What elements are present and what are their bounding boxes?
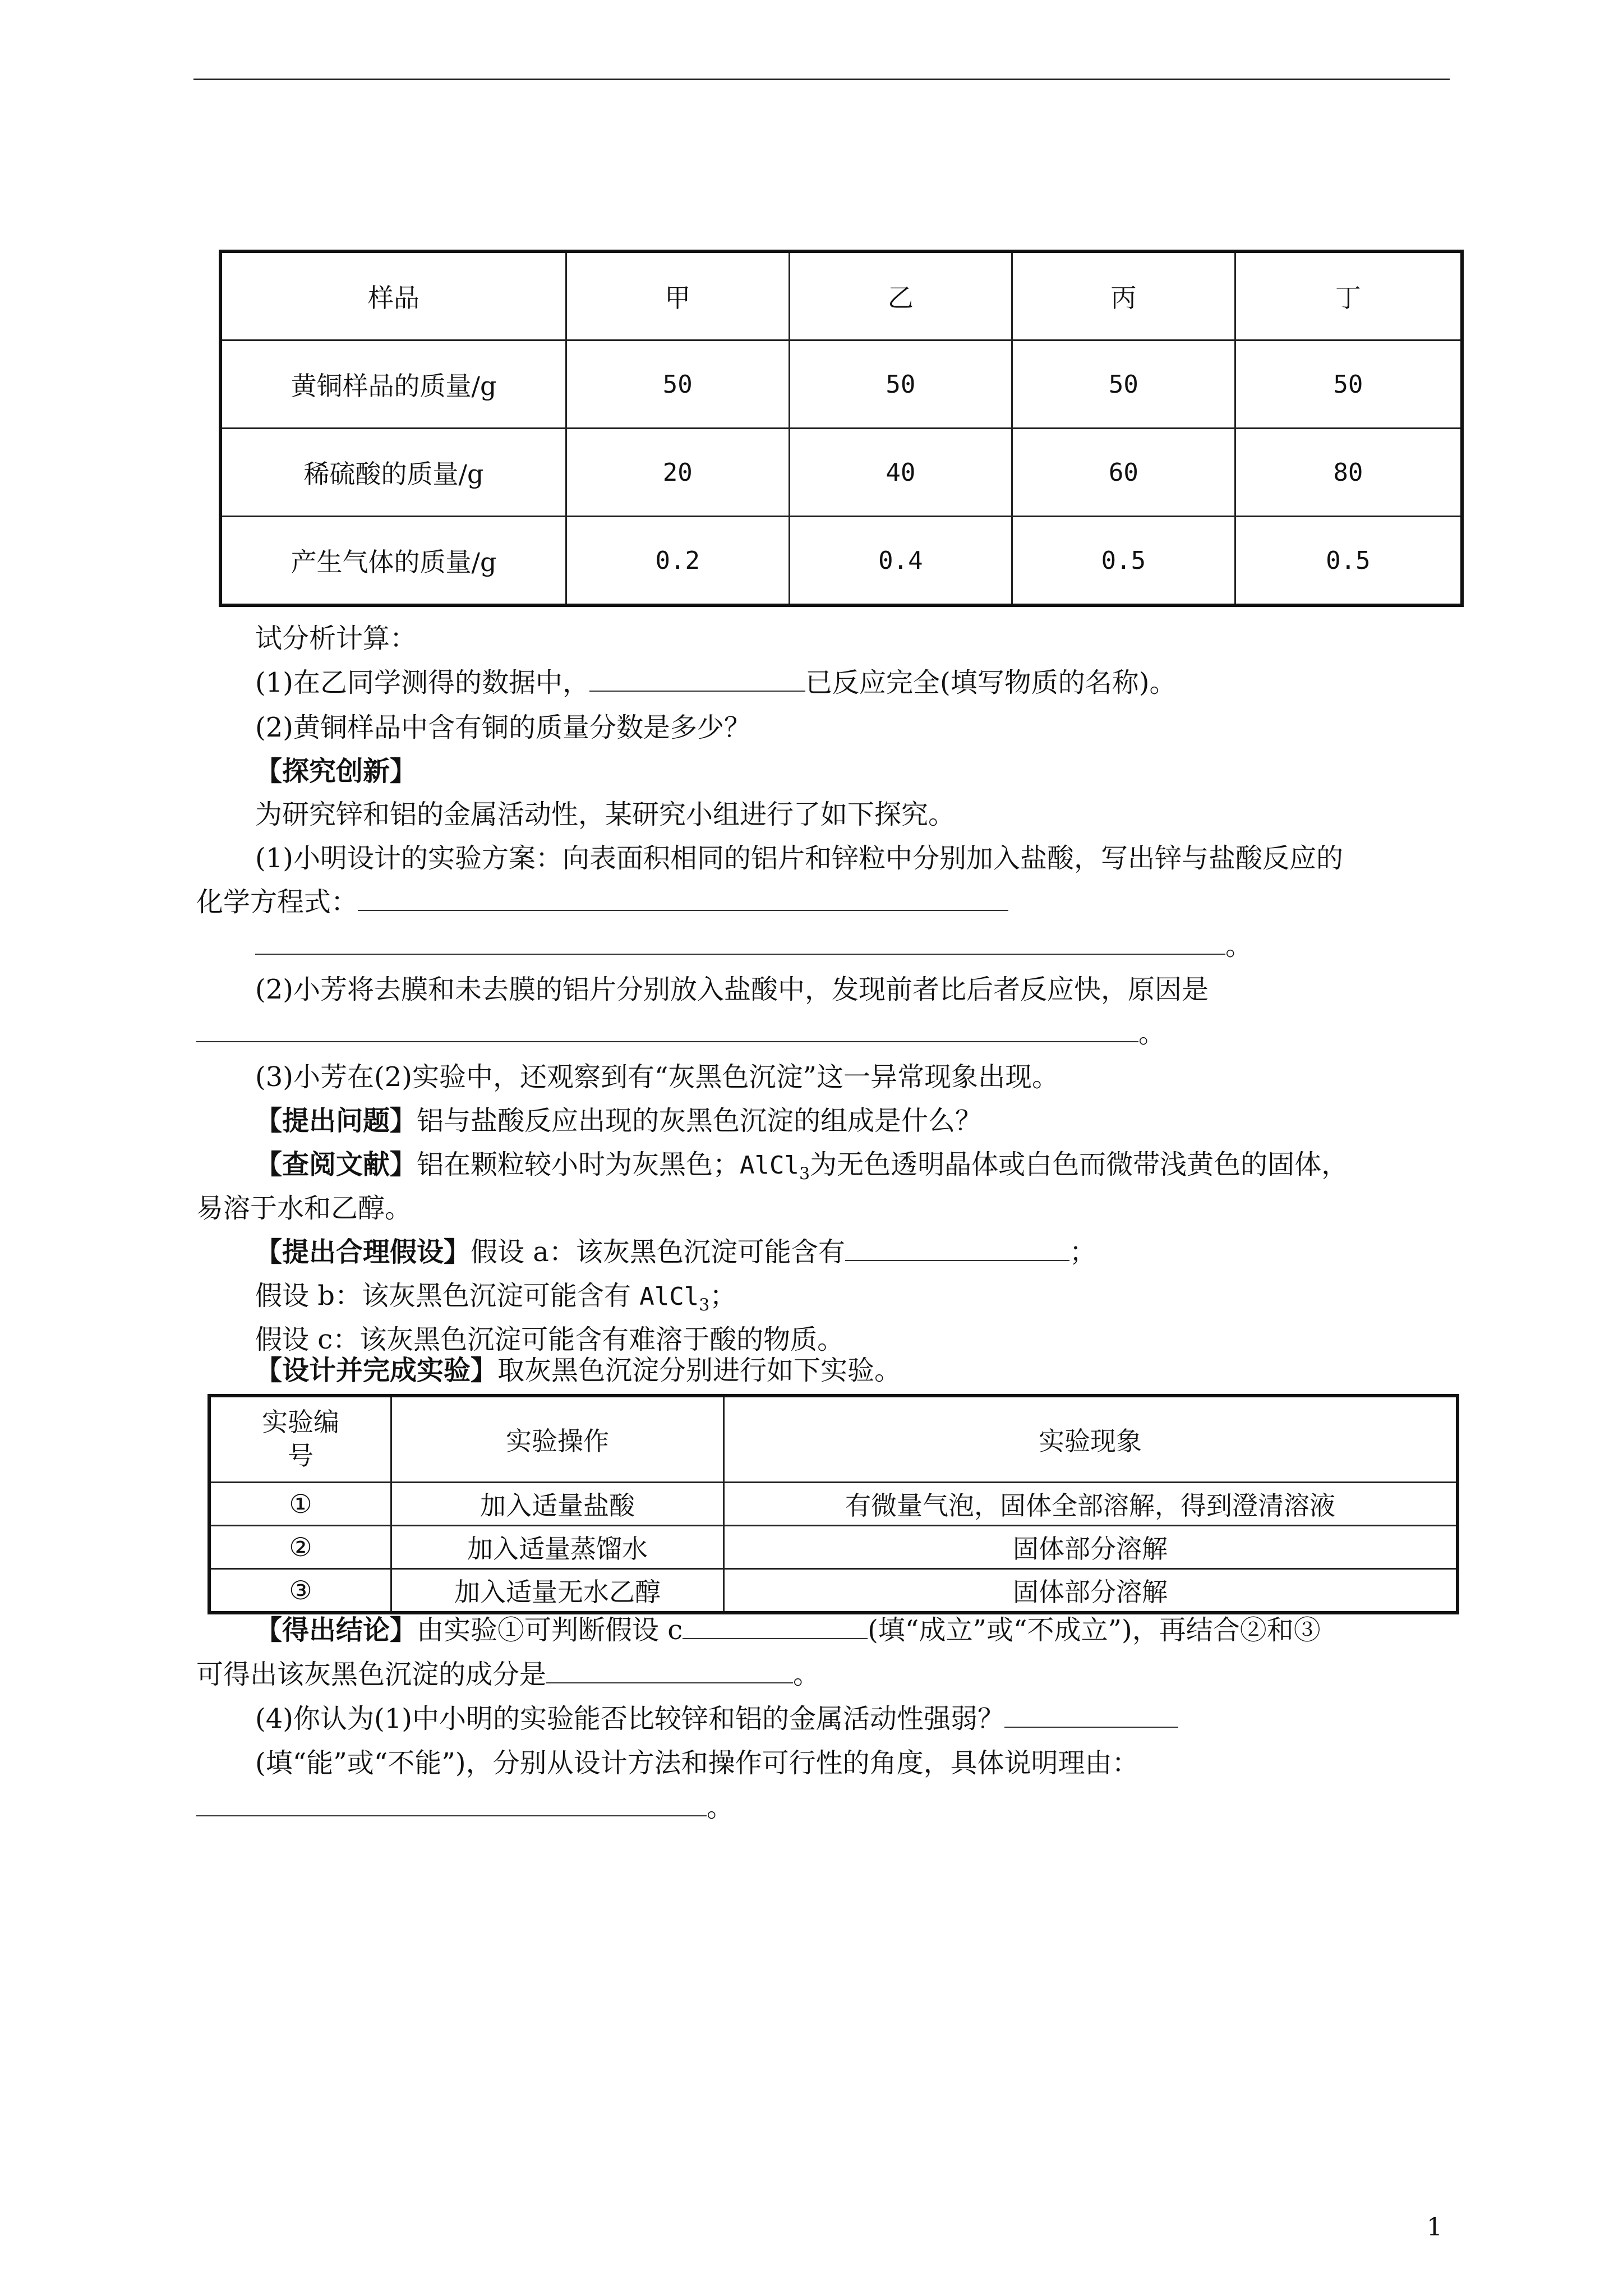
analysis-intro: 试分析计算：: [255, 623, 417, 654]
tag-label: 【设计并完成实验】: [255, 1355, 498, 1386]
table-cell: ①: [209, 1483, 391, 1526]
answer-blank[interactable]: [196, 1020, 1138, 1042]
hypothesis-a: [255, 1235, 1517, 1269]
answer-blank[interactable]: [683, 1617, 868, 1639]
table-cell: 丙: [1012, 251, 1235, 341]
answer-blank[interactable]: [255, 932, 1225, 955]
page-number: 1: [1427, 2213, 1442, 2242]
table-cell: 有微量气泡，固体全部溶解，得到澄清溶液: [724, 1483, 1458, 1526]
table-cell: ②: [209, 1526, 391, 1569]
table-cell: 50: [566, 341, 790, 429]
conclusion-text: 由实验①可判断假设 c: [417, 1614, 683, 1646]
table-cell: 50: [1012, 341, 1235, 429]
table-cell: 加入适量盐酸: [391, 1483, 724, 1526]
table-row: [220, 517, 1462, 606]
table-cell: 40: [789, 429, 1012, 517]
table-cell: 0.5: [1012, 517, 1235, 606]
sample-data-table: [219, 250, 1464, 607]
table-row: [209, 1483, 1458, 1526]
design-text: 取灰黑色沉淀分别进行如下实验。: [497, 1355, 902, 1386]
period: 。: [1138, 1018, 1166, 1049]
table-cell: 固体部分溶解: [724, 1526, 1458, 1569]
tag-label: 【提出问题】: [255, 1105, 417, 1137]
tag-label: 【得出结论】: [255, 1614, 417, 1646]
section-heading: 【探究创新】: [255, 756, 417, 787]
punct: 。: [793, 1659, 820, 1690]
answer-blank[interactable]: [589, 669, 805, 692]
literature-text: 铝在颗粒较小时为灰黑色；: [417, 1149, 740, 1180]
explore-item-2-line: [196, 1016, 1458, 1050]
chemical-formula: AlCl: [639, 1282, 699, 1311]
table-cell: 0.2: [566, 517, 790, 606]
hypothesis-text: 假设 b：该灰黑色沉淀可能含有: [255, 1280, 631, 1312]
explore-item-2: (2)小芳将去膜和未去膜的铝片分别放入盐酸中，发现前者比后者反应快，原因是: [255, 974, 1209, 1005]
table-cell: 加入适量无水乙醇: [391, 1569, 724, 1613]
table-cell: 样品: [220, 251, 566, 341]
answer-blank[interactable]: [196, 1794, 707, 1816]
table-cell: ③: [209, 1569, 391, 1613]
question-text: 化学方程式：: [196, 886, 358, 918]
question-1: [255, 666, 1517, 700]
table-cell: 60: [1012, 429, 1235, 517]
punct: 。: [707, 1792, 734, 1823]
literature: [255, 1148, 1517, 1185]
table-cell: 实验操作: [391, 1396, 724, 1483]
answer-blank[interactable]: [358, 889, 1008, 911]
literature-text: 为无色透明晶体或白色而微带浅黄色的固体，: [810, 1149, 1349, 1180]
conclusion-text: 可得出该灰黑色沉淀的成分是: [196, 1659, 547, 1690]
table-cell: 50: [1235, 341, 1462, 429]
table-header-row: [209, 1396, 1458, 1483]
table-cell: 黄铜样品的质量/g: [220, 341, 566, 429]
explore-intro: 为研究锌和铝的金属活动性，某研究小组进行了如下探究。: [255, 799, 956, 830]
header-rule: [193, 79, 1450, 80]
question-4-line: [196, 1791, 1458, 1824]
question-text: (1)在乙同学测得的数据中，: [255, 667, 589, 698]
literature-cont: 易溶于水和乙醇。: [196, 1193, 412, 1224]
explore-item-1-cont: [196, 885, 1458, 919]
question-4-cont: (填“能”或“不能”)，分别从设计方法和操作可行性的角度，具体说明理由：: [255, 1747, 1139, 1779]
punct: ；: [709, 1280, 737, 1312]
conclusion-cont: [196, 1658, 1458, 1691]
table-row: [220, 341, 1462, 429]
table-cell: 加入适量蒸馏水: [391, 1526, 724, 1569]
question-4: [255, 1702, 1517, 1736]
question-text: 已反应完全(填写物质的名称)。: [805, 667, 1177, 698]
period: 。: [1225, 930, 1253, 961]
table-cell: 实验现象: [724, 1396, 1458, 1483]
table-cell: 0.4: [789, 517, 1012, 606]
experiment-table: [208, 1394, 1459, 1614]
table-header-row: [220, 251, 1462, 341]
table-row: [209, 1569, 1458, 1613]
conclusion-text: (填“成立”或“不成立”)，再结合②和③: [868, 1614, 1321, 1646]
answer-blank[interactable]: [845, 1239, 1069, 1261]
formula-subscript: 3: [699, 1295, 710, 1315]
formula-subscript: 3: [799, 1164, 810, 1184]
table-row: [220, 429, 1462, 517]
question-2: (2)黄铜样品中含有铜的质量分数是多少？: [255, 712, 751, 743]
punct: ；: [1069, 1236, 1096, 1268]
question-text: 铝与盐酸反应出现的灰黑色沉淀的组成是什么？: [417, 1105, 983, 1137]
answer-blank[interactable]: [1004, 1705, 1178, 1728]
table-cell: 80: [1235, 429, 1462, 517]
table-cell: 乙: [789, 251, 1012, 341]
hypothesis-c: 假设 c：该灰黑色沉淀可能含有难溶于酸的物质。: [255, 1324, 845, 1355]
table-cell: 20: [566, 429, 790, 517]
tag-label: 【查阅文献】: [255, 1149, 417, 1180]
explore-item-1: (1)小明设计的实验方案：向表面积相同的铝片和锌粒中分别加入盐酸，写出锌与盐酸反应的: [255, 843, 1343, 874]
table-cell: 0.5: [1235, 517, 1462, 606]
table-cell: 甲: [566, 251, 790, 341]
table-cell: 50: [789, 341, 1012, 429]
table-cell: 固体部分溶解: [724, 1569, 1458, 1613]
chemical-formula: AlCl: [740, 1151, 799, 1180]
answer-blank[interactable]: [546, 1661, 793, 1683]
raise-question: [255, 1104, 1517, 1138]
design-experiment: [255, 1354, 1517, 1387]
conclusion: [255, 1613, 1517, 1647]
tag-label: 【提出合理假设】: [255, 1236, 471, 1268]
table-cell: 实验编 号: [209, 1396, 391, 1483]
explore-item-3: (3)小芳在(2)实验中，还观察到有“灰黑色沉淀”这一异常现象出现。: [255, 1061, 1059, 1093]
table-cell: 丁: [1235, 251, 1462, 341]
hypothesis-b: [255, 1279, 1517, 1316]
table-row: [209, 1526, 1458, 1569]
explore-item-1-line: [255, 929, 1517, 963]
question-text: (4)你认为(1)中小明的实验能否比较锌和铝的金属活动性强弱？: [255, 1703, 1004, 1734]
table-cell: 稀硫酸的质量/g: [220, 429, 566, 517]
table-cell: 产生气体的质量/g: [220, 517, 566, 606]
hypothesis-text: 假设 a：该灰黑色沉淀可能含有: [471, 1236, 845, 1268]
